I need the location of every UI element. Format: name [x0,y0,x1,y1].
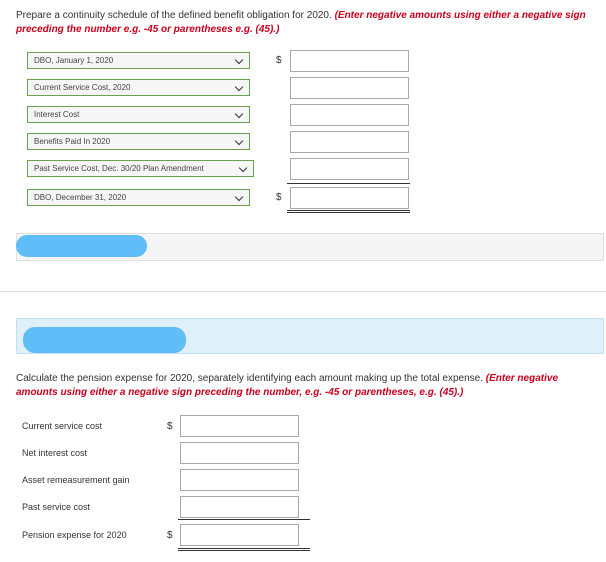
instruction-text: Prepare a continuity schedule of the defined benefit obligation for 2020. [16,10,332,21]
total-line [178,550,310,551]
instruction-note: (Enter negative amounts using either a negative sign preceding the number e.g. -45 or parentheses e.g. (45).) [16,10,586,35]
dollar-sign: $ [167,530,173,541]
chevron-down-icon [235,83,243,91]
redaction-blob [16,235,147,257]
select-label: Benefits Paid In 2020 [34,137,111,146]
chevron-down-icon [239,164,247,172]
select-label: DBO, December 31, 2020 [34,193,127,202]
interest-cost-select[interactable] [27,106,250,123]
chevron-down-icon [235,110,243,118]
dbo-jan-select[interactable] [27,52,250,69]
past-service-cost-select[interactable] [27,160,254,177]
benefits-paid-input[interactable] [290,131,409,153]
pe-net-interest-cost-input[interactable] [180,442,299,464]
select-label: Current Service Cost, 2020 [34,83,131,92]
section-divider [0,291,606,292]
total-line [287,210,410,211]
instruction-text: Calculate the pension expense for 2020, separately identifying each amount making up the total expense. [16,373,483,384]
total-line [178,548,310,549]
select-label: Past Service Cost, Dec. 30/20 Plan Amendment [34,164,204,173]
redaction-blob [23,327,186,353]
current-service-cost-label: Current service cost [22,421,103,431]
dbo-dec-select[interactable] [27,189,250,206]
dollar-sign: $ [276,55,282,66]
benefits-paid-select[interactable] [27,133,250,150]
current-service-cost-input[interactable] [290,77,409,99]
interest-cost-input[interactable] [290,104,409,126]
subtotal-line [178,519,310,520]
dollar-sign: $ [276,192,282,203]
dbo-dec-input[interactable] [290,187,409,209]
instruction-part2 [16,372,586,400]
pe-past-service-cost-input[interactable] [180,496,299,518]
pension-expense-label: Pension expense for 2020 [22,530,127,540]
past-service-cost-input[interactable] [290,158,409,180]
current-service-cost-select[interactable] [27,79,250,96]
past-service-cost-label: Past service cost [22,502,91,512]
subtotal-line [287,183,410,184]
asset-remeasurement-gain-label: Asset remeasurement gain [22,475,130,485]
pe-current-service-cost-input[interactable] [180,415,299,437]
chevron-down-icon [235,137,243,145]
total-line [287,212,410,213]
dbo-jan-input[interactable] [290,50,409,72]
select-label: Interest Cost [34,110,80,119]
instruction-part1 [16,9,591,37]
chevron-down-icon [235,193,243,201]
select-label: DBO, January 1, 2020 [34,56,114,65]
chevron-down-icon [235,56,243,64]
dollar-sign: $ [167,421,173,432]
net-interest-cost-label: Net interest cost [22,448,88,458]
instruction-note: (Enter negative amounts using either a negative sign preceding the number, e.g. -45 or parentheses, e.g. (45).) [16,373,559,398]
pe-total-input[interactable] [180,524,299,546]
pe-asset-remeasurement-input[interactable] [180,469,299,491]
